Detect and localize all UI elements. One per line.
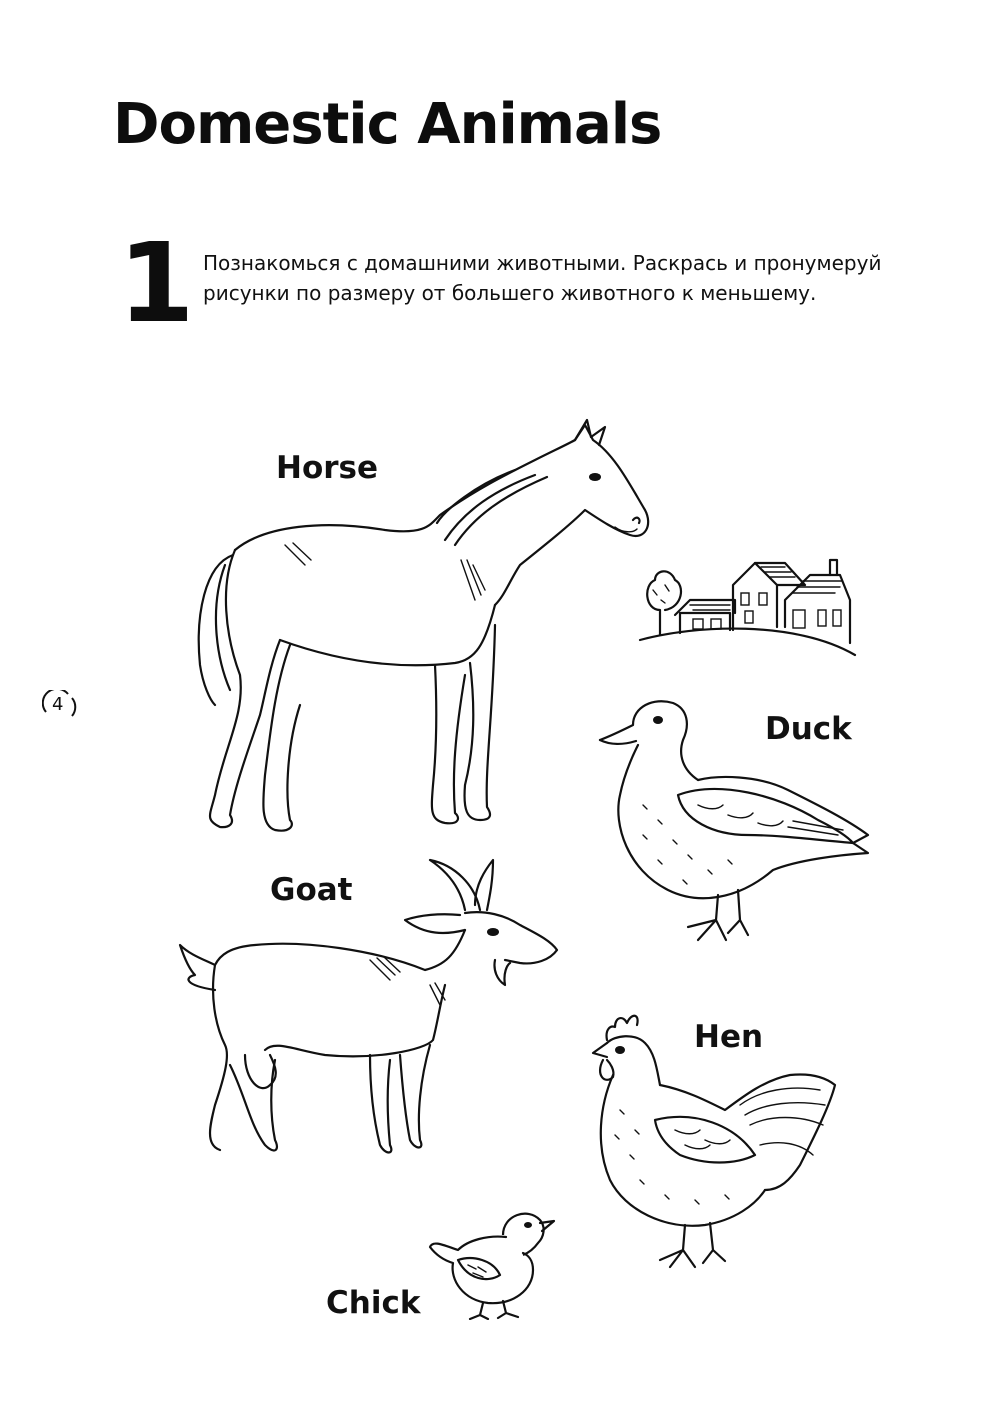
page-title: Domestic Animals: [113, 92, 662, 157]
horse-drawing-icon: [175, 415, 660, 840]
label-chick: Chick: [326, 1285, 421, 1321]
label-horse: Horse: [276, 450, 379, 486]
label-hen: Hen: [694, 1019, 764, 1055]
task-instructions-line-1: Познакомься с домашними животными. Раскрась и пронумеруй: [203, 251, 882, 275]
task-number: 1: [118, 219, 195, 347]
chick-drawing-icon: [428, 1205, 563, 1320]
goat-drawing-icon: [175, 855, 560, 1170]
label-duck: Duck: [765, 711, 852, 747]
page-number: [42, 690, 78, 720]
page-number-text: 4: [52, 694, 64, 715]
farmhouse-drawing-icon: [635, 555, 860, 665]
label-goat: Goat: [270, 872, 353, 908]
hen-drawing-icon: [585, 1005, 845, 1275]
task-instructions: [203, 248, 923, 308]
task-instructions-line-2: рисунки по размеру от большего животного к меньшему.: [203, 281, 817, 305]
duck-drawing-icon: [598, 695, 878, 950]
